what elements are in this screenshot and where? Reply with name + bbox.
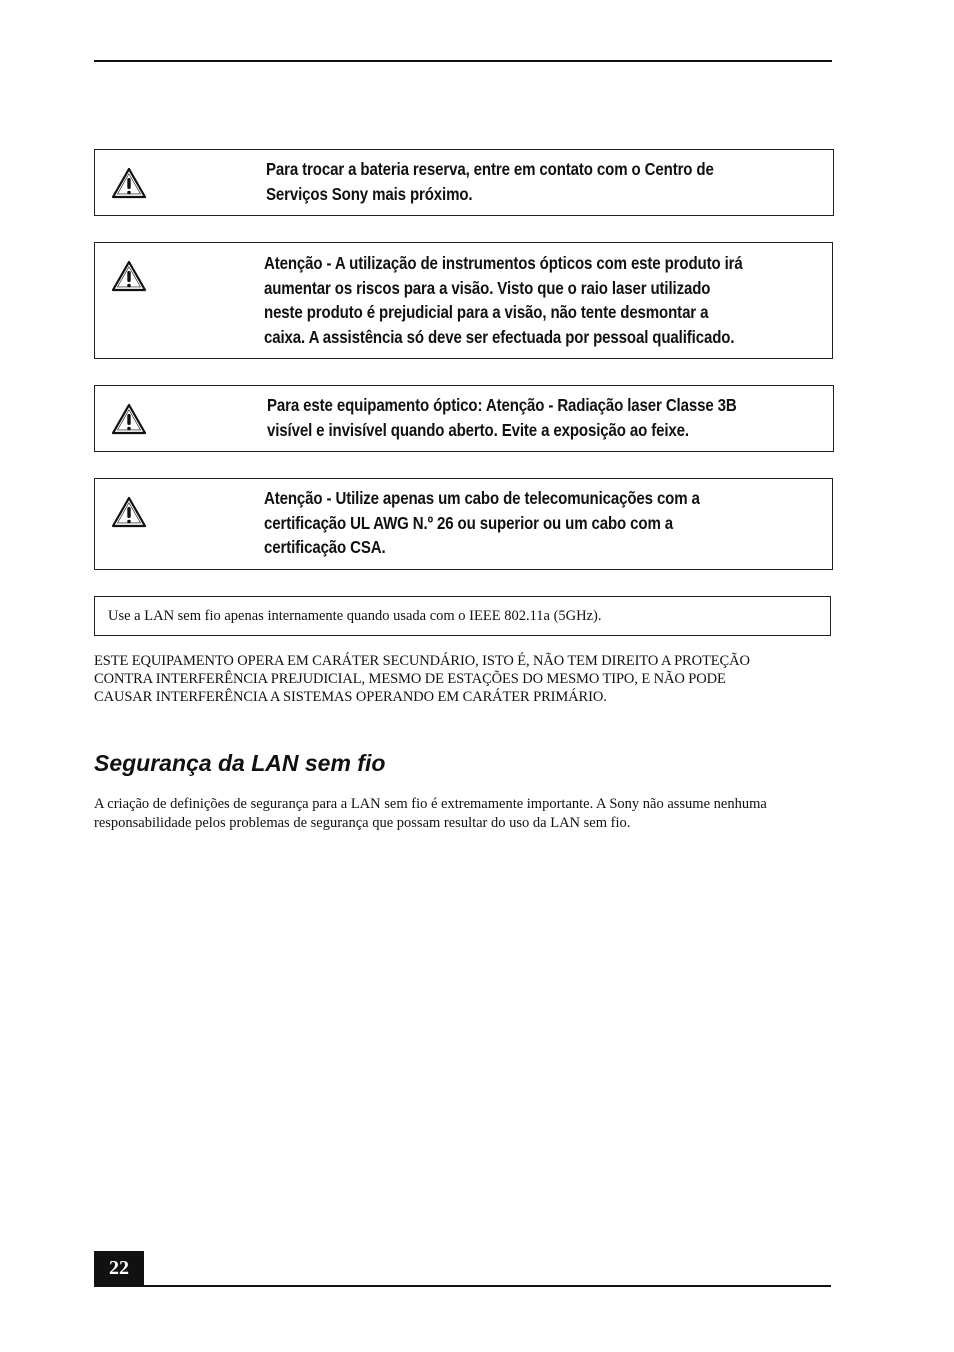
regulatory-notice <box>94 652 844 706</box>
warning-text <box>264 486 700 560</box>
warning-triangle-icon <box>111 167 147 199</box>
warning-box-telecom-cable <box>94 478 833 570</box>
warning-line: caixa. A assistência só deve ser efectuada por pessoal qualificado. <box>264 326 735 347</box>
header-rule <box>94 60 832 62</box>
warning-triangle-icon <box>111 496 147 528</box>
warning-line: neste produto é prejudicial para a visão, não tente desmontar a <box>264 302 709 322</box>
body-line: responsabilidade pelos problemas de segurança que possam resultar do uso da LAN sem fio. <box>94 814 631 831</box>
footer-rule <box>94 1285 831 1287</box>
warning-box-optical-instruments <box>94 242 833 359</box>
warning-line: visível e invisível quando aberto. Evite a exposição ao feixe. <box>267 419 689 440</box>
notice-line: CONTRA INTERFERÊNCIA PREJUDICIAL, MESMO DE ESTAÇÕES DO MESMO TIPO, E NÃO PODE <box>94 671 726 687</box>
warning-line: certificação UL AWG N.º 26 ou superior ou um cabo com a <box>264 512 674 533</box>
warning-line: Para este equipamento óptico: Atenção - Radiação laser Classe 3B <box>267 395 737 415</box>
warning-box-laser-radiation <box>94 385 834 452</box>
notice-line: ESTE EQUIPAMENTO OPERA EM CARÁTER SECUNDÁRIO, ISTO É, NÃO TEM DIREITO A PROTEÇÃO <box>94 653 750 669</box>
body-line: A criação de definições de segurança para a LAN sem fio é extremamente importante. A Sony não assume nenhuma <box>94 796 767 812</box>
warning-triangle-icon <box>111 403 147 435</box>
body-paragraph <box>94 795 844 832</box>
warning-text <box>267 393 737 442</box>
warning-line: Atenção - A utilização de instrumentos ópticos com este produto irá <box>264 253 743 273</box>
warning-text <box>264 251 743 349</box>
page-number: 22 <box>94 1251 144 1286</box>
warning-line: Serviços Sony mais próximo. <box>266 183 473 204</box>
warning-triangle-icon <box>111 260 147 292</box>
warning-line: aumentar os riscos para a visão. Visto que o raio laser utilizado <box>264 277 711 298</box>
lan-usage-note-box <box>94 596 831 636</box>
warning-line: Atenção - Utilize apenas um cabo de telecomunicações com a <box>264 488 700 508</box>
warning-line: Para trocar a bateria reserva, entre em contato com o Centro de <box>266 159 714 179</box>
notice-line: CAUSAR INTERFERÊNCIA A SISTEMAS OPERANDO EM CARÁTER PRIMÁRIO. <box>94 689 607 705</box>
lan-usage-note: Use a LAN sem fio apenas internamente quando usada com o IEEE 802.11a (5GHz). <box>108 608 602 624</box>
warning-box-backup-battery <box>94 149 834 216</box>
section-title: Segurança da LAN sem fio <box>94 750 386 776</box>
warning-text <box>266 157 714 206</box>
warning-line: certificação CSA. <box>264 537 386 557</box>
